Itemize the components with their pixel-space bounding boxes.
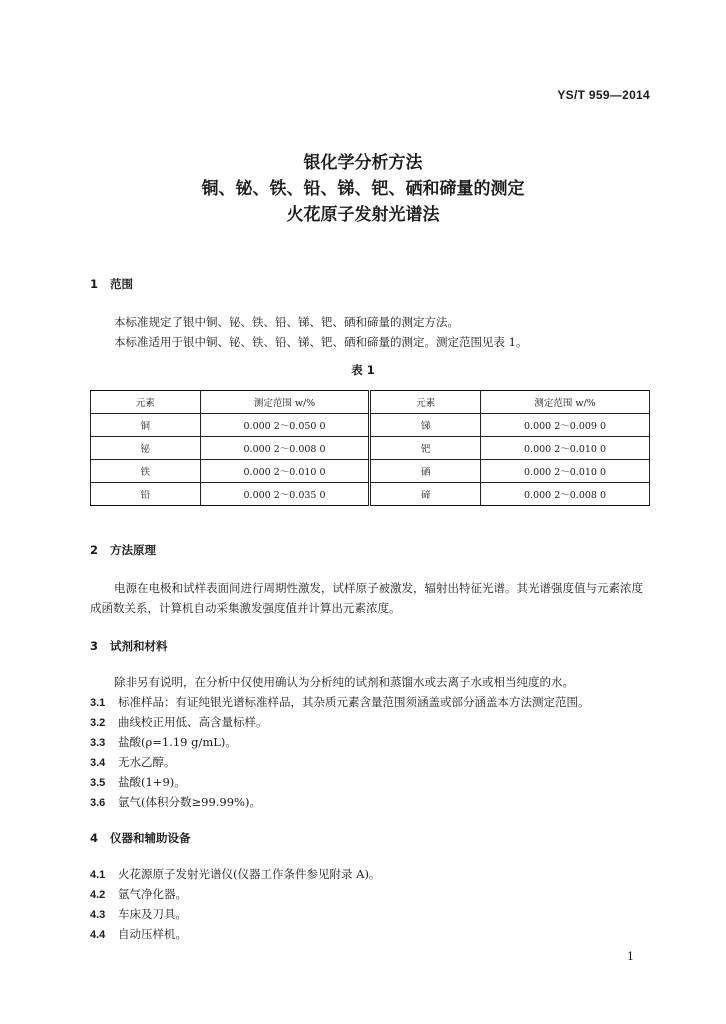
section-1-para-2: 本标准适用于银中铜、铋、铁、铅、锑、钯、硒和碲量的测定。测定范围见表 1。 [114, 335, 528, 349]
item-number: 4.2 [90, 889, 106, 901]
table-cell: 铜 [91, 414, 201, 437]
table-cell: 0.000 2～0.010 0 [481, 460, 650, 483]
list-item [90, 926, 187, 942]
list-item [90, 754, 176, 770]
table-cell: 碲 [370, 483, 481, 506]
table-cell: 硒 [370, 460, 481, 483]
item-text: 自动压样机。 [118, 927, 187, 941]
list-item [90, 734, 237, 750]
section-2-para: 电源在电极和试样表面间进行周期性激发，试样原子被激发，辐射出特征光谱。其光谱强度值与元素浓度成函数关系，计算机自动采集激发强度值并计算出元素浓度。 [90, 581, 643, 615]
item-number: 3.3 [90, 737, 106, 749]
item-number: 3.1 [90, 697, 106, 709]
section-4-number: 4 [90, 831, 99, 845]
table-header-cell: 测定范围 w/% [481, 391, 650, 414]
item-number: 4.1 [90, 869, 106, 881]
list-item [90, 714, 268, 730]
table-cell: 0.000 2～0.050 0 [200, 414, 370, 437]
table-cell: 0.000 2～0.008 0 [481, 483, 650, 506]
section-2-title: 方法原理 [110, 543, 156, 557]
item-number: 4.4 [90, 929, 106, 941]
table-header-cell: 元素 [370, 391, 481, 414]
table-cell: 0.000 2～0.035 0 [200, 483, 370, 506]
item-text: 曲线校正用低、高含量标样。 [118, 715, 268, 729]
table-cell: 铁 [91, 460, 201, 483]
table-1 [90, 390, 650, 506]
section-3-title: 试剂和材料 [110, 639, 168, 653]
item-number: 4.3 [90, 909, 106, 921]
table-1-caption: 表 1 [351, 363, 375, 377]
section-3-number: 3 [90, 639, 99, 653]
page-number: 1 [627, 950, 634, 963]
list-item [90, 774, 186, 790]
table-header-cell: 元素 [91, 391, 201, 414]
section-4-heading [90, 830, 191, 846]
item-text: 无水乙醇。 [118, 755, 176, 769]
table-row [91, 437, 650, 460]
list-item [90, 794, 261, 810]
table-cell: 铅 [91, 483, 201, 506]
table-cell: 锑 [370, 414, 481, 437]
table-header-cell: 测定范围 w/% [200, 391, 370, 414]
section-1-title: 范围 [110, 277, 133, 291]
section-3-heading [90, 638, 168, 654]
item-text: 氩气(体积分数≥99.99%)。 [118, 795, 261, 809]
section-2-heading [90, 542, 156, 558]
table-cell: 0.000 2～0.008 0 [200, 437, 370, 460]
table-cell: 0.000 2～0.009 0 [481, 414, 650, 437]
item-text: 标准样品：有证纯银光谱标准样品，其杂质元素含量范围须涵盖或部分涵盖本方法测定范围。 [118, 695, 590, 709]
section-1-number: 1 [90, 277, 99, 291]
list-item [90, 866, 380, 882]
item-text: 氩气净化器。 [118, 887, 187, 901]
list-item [90, 694, 590, 710]
table-header-row [91, 391, 650, 414]
section-3-intro: 除非另有说明，在分析中仅使用确认为分析纯的试剂和蒸馏水或去离子水或相当纯度的水。 [114, 675, 574, 689]
table-row [91, 483, 650, 506]
title-line-2: 铜、铋、铁、铅、锑、钯、硒和碲量的测定 [201, 179, 525, 199]
item-number: 3.2 [90, 717, 106, 729]
item-number: 3.6 [90, 797, 106, 809]
section-2-number: 2 [90, 543, 99, 557]
item-text: 火花源原子发射光谱仪(仪器工作条件参见附录 A)。 [118, 867, 381, 881]
table-cell: 钯 [370, 437, 481, 460]
item-text: 盐酸(ρ=1.19 g/mL)。 [118, 735, 237, 749]
item-number: 3.5 [90, 777, 106, 789]
section-1-heading [90, 276, 133, 292]
table-cell: 铋 [91, 437, 201, 460]
item-text: 盐酸(1+9)。 [118, 775, 186, 789]
list-item [90, 906, 187, 922]
document-title [0, 150, 726, 228]
standard-code: YS/T 959—2014 [557, 88, 650, 102]
section-1-para-1: 本标准规定了银中铜、铋、铁、铅、锑、钯、硒和碲量的测定方法。 [114, 315, 459, 329]
item-text: 车床及刀具。 [118, 907, 187, 921]
table-cell: 0.000 2～0.010 0 [481, 437, 650, 460]
list-item [90, 886, 187, 902]
table-cell: 0.000 2～0.010 0 [200, 460, 370, 483]
table-row [91, 414, 650, 437]
title-line-3: 火花原子发射光谱法 [286, 205, 440, 225]
section-4-title: 仪器和辅助设备 [110, 831, 191, 845]
item-number: 3.4 [90, 757, 106, 769]
table-row [91, 460, 650, 483]
title-line-1: 银化学分析方法 [303, 153, 423, 173]
